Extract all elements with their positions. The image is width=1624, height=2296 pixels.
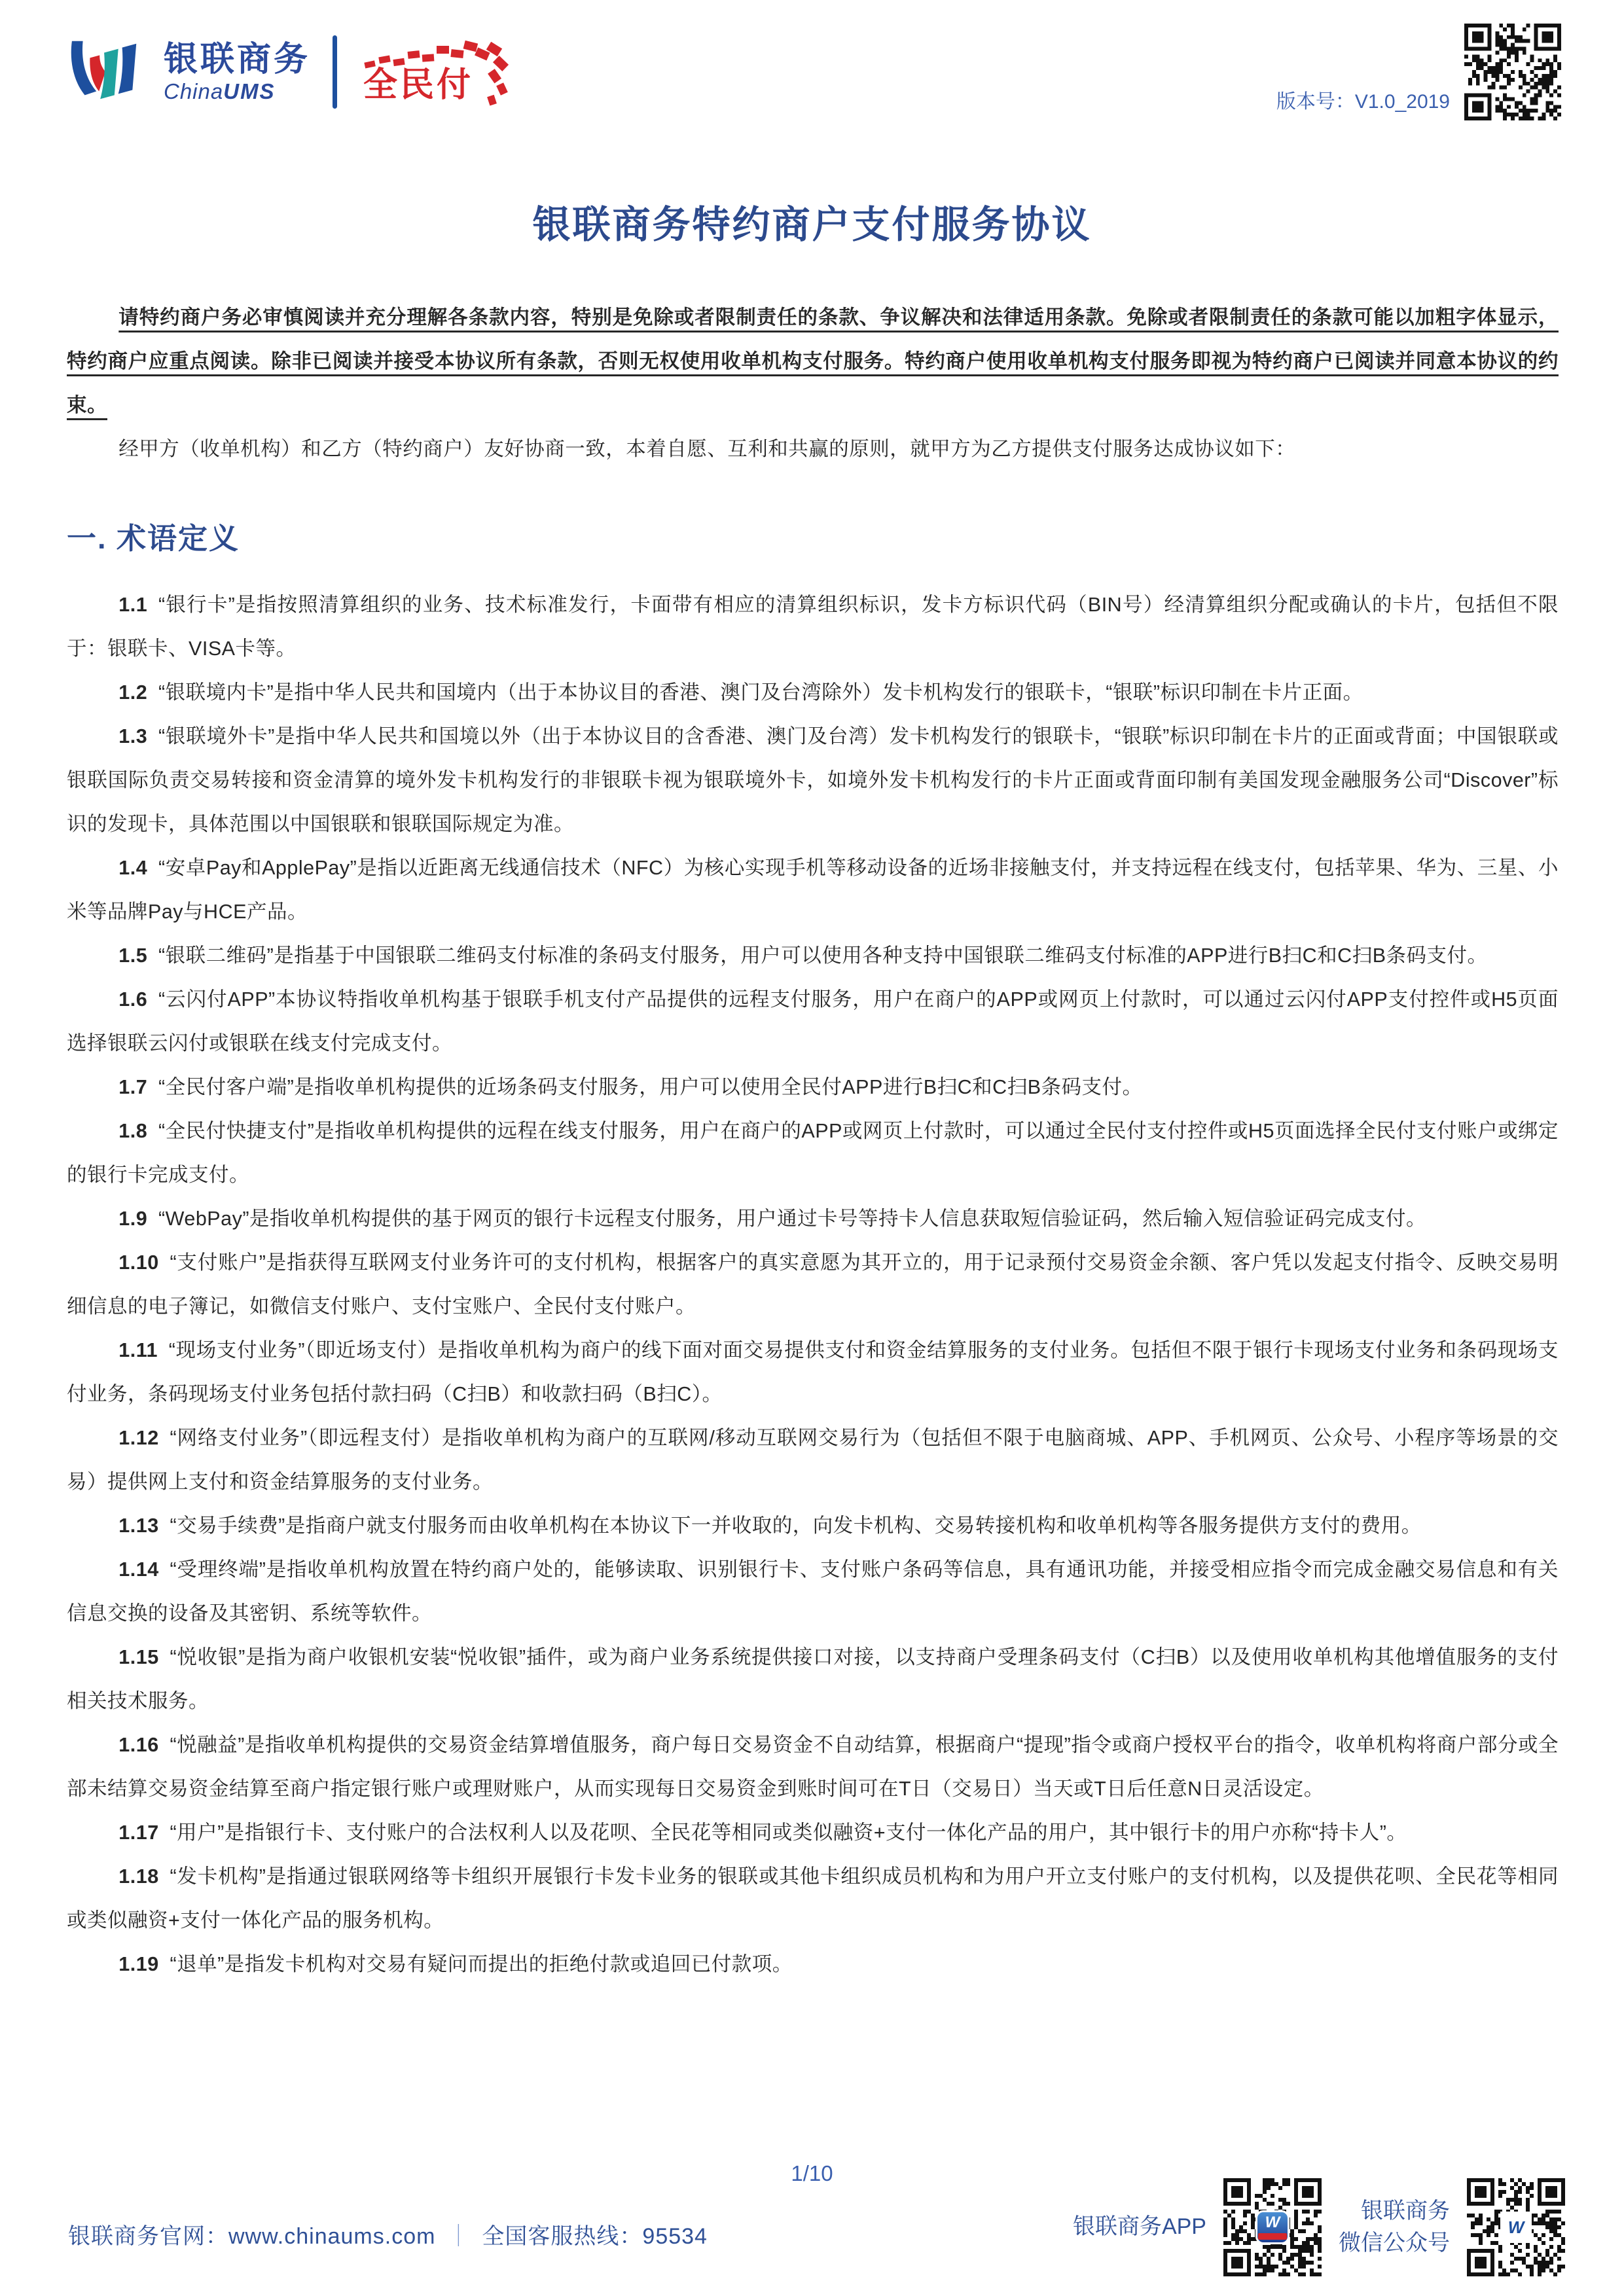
term-paragraph [67,1548,1559,1636]
wechat-qr-group [1339,2178,1565,2276]
app-qr-label: 银联商务APP [1072,2214,1206,2240]
term-number: 1.13 [118,1515,159,1537]
term-paragraph [67,1943,1559,1986]
app-icon: W [1255,2210,1290,2244]
term-number: 1.7 [118,1076,148,1098]
term-text: “银行卡”是指按照清算组织的业务、技术标准发行，卡面带有相应的清算组织标识，发卡方标识代码（BIN号）经清算组织分配或确认的卡片，包括但不限于：银联卡、VISA卡等。 [67,594,1559,660]
term-number: 1.4 [118,857,148,879]
brand-divider [333,35,337,109]
term-text: “网络支付业务”（即远程支付）是指收单机构为商户的互联网/移动互联网交易行为（包括但不限于电脑商城、APP、手机网页、公众号、小程序等场景的交易）提供网上支付和资金结算服务的支付业务。 [67,1427,1559,1493]
app-qr-group [1073,2178,1322,2276]
footer-hotline: 全国客服热线：95534 [482,2224,708,2249]
wechat-qr-code [1467,2178,1565,2276]
term-text: “云闪付APP”本协议特指收单机构基于银联手机支付产品提供的远程支付服务，用户在商户的APP或网页上付款时，可以通过云闪付APP支付控件或H5页面选择银联云闪付或银联在线支付完成支付。 [67,988,1559,1054]
term-paragraph [67,846,1559,934]
brand-name-cn: 银联商务 [164,40,311,79]
term-text: “悦收银”是指为商户收银机安装“悦收银”插件，或为商户业务系统提供接口对接，以支持商户受理条码支付（C扫B）以及使用收单机构其他增值服务的支付相关技术服务。 [67,1646,1559,1712]
term-paragraph [67,1109,1559,1197]
term-paragraph [67,1811,1559,1855]
footer-separator: ｜ [447,2224,471,2249]
term-number: 1.16 [118,1734,159,1756]
term-number: 1.8 [118,1120,148,1142]
term-text: “安卓Pay和ApplePay”是指以近距离无线通信技术（NFC）为核心实现手机等移动设备的近场非接触支付，并支持远程在线支付，包括苹果、华为、三星、小米等品牌Pay与HCE产品。 [67,857,1559,923]
page-header [68,24,1561,120]
chinaums-wordmark [164,40,311,103]
term-text: “受理终端”是指收单机构放置在特约商户处的，能够读取、识别银行卡、支付账户条码等信息，具有通讯功能，并接受相应指令而完成金融交易信息和有关信息交换的设备及其密钥、系统等软件。 [67,1558,1559,1624]
term-number: 1.10 [118,1251,159,1274]
wechat-qr-center-logo: W [1500,2212,1532,2243]
term-paragraph [67,671,1559,715]
term-paragraph [67,583,1559,671]
term-paragraph [67,1416,1559,1504]
term-number: 1.12 [118,1427,159,1449]
term-text: “退单”是指发卡机构对交易有疑问而提出的拒绝付款或追回已付款项。 [170,1953,793,1975]
term-number: 1.17 [118,1821,159,1844]
term-number: 1.18 [118,1865,159,1888]
term-text: “现场支付业务”（即近场支付）是指收单机构为商户的线下面对面交易提供支付和资金结算服务的支付业务。包括但不限于银行卡现场支付业务和条码现场支付业务，条码现场支付业务包括付款扫码（C扫B）和收款扫码（B扫C）。 [67,1339,1559,1405]
term-number: 1.1 [118,594,148,616]
app-qr-code [1223,2178,1322,2276]
product-name: 全民付 [363,66,474,104]
chinaums-logo-icon [68,38,145,106]
term-text: “银联二维码”是指基于中国银联二维码支付标准的条码支付服务，用户可以使用各种支持中国银联二维码支付标准的APP进行B扫C和C扫B条码支付。 [158,944,1488,967]
term-text: “用户”是指银行卡、支付账户的合法权利人以及花呗、全民花等相同或类似融资+支付一体化产品的用户，其中银行卡的用户亦称“持卡人”。 [170,1821,1407,1844]
term-paragraph [67,1066,1559,1109]
version-label: 版本号：V1.0_2019 [1276,91,1450,113]
header-right [1276,24,1561,120]
term-number: 1.3 [118,725,148,747]
term-number: 1.19 [118,1953,159,1975]
term-paragraph [67,1329,1559,1416]
term-text: “银联境内卡”是指中华人民共和国境内（出于本协议目的香港、澳门及台湾除外）发卡机构发行的银联卡，“银联”标识印制在卡片正面。 [158,681,1363,704]
term-number: 1.5 [118,944,148,967]
page-number: 1/10 [791,2161,833,2185]
term-text: “悦融益”是指收单机构提供的交易资金结算增值服务，商户每日交易资金不自动结算，根据商户“提现”指令或商户授权平台的指令，收单机构将商户部分或全部未结算交易资金结算至商户指定银行账户或理财账户，从而实现每日交易资金到账时间可在T日（交易日）当天或T日后任意N日灵活设定。 [67,1734,1559,1800]
term-number: 1.14 [118,1558,159,1581]
wechat-qr-label: 银联商务 微信公众号 [1339,2198,1450,2255]
footer-website: 银联商务官网：www.chinaums.com [68,2224,436,2249]
term-number: 1.11 [118,1339,158,1361]
quanminfu-logo [359,33,510,111]
document-body [67,296,1559,1986]
footer-contact-line [68,2218,708,2250]
term-number: 1.9 [118,1208,148,1230]
term-text: “支付账户”是指获得互联网支付业务许可的支付机构，根据客户的真实意愿为其开立的，用于记录预付交易资金余额、客户凭以发起支付指令、反映交易明细信息的电子簿记，如微信支付账户、支付宝账户、全民付支付账户。 [67,1251,1559,1318]
document-qr-code [1464,24,1561,120]
preamble: 经甲方（收单机构）和乙方（特约商户）友好协商一致，本着自愿、互利和共赢的原则，就甲方为乙方提供支付服务达成协议如下： [118,438,1296,460]
term-text: “WebPay”是指收单机构提供的基于网页的银行卡远程支付服务，用户通过卡号等持卡人信息获取短信验证码，然后输入短信验证码完成支付。 [158,1208,1426,1230]
term-paragraph [67,1636,1559,1723]
term-paragraph [67,715,1559,846]
term-number: 1.15 [118,1646,159,1668]
brand-logos [68,33,510,111]
term-number: 1.2 [118,681,148,704]
page-footer [68,2178,1565,2276]
term-text: “发卡机构”是指通过银联网络等卡组织开展银行卡发卡业务的银联或其他卡组织成员机构和为用户开立支付账户的支付机构，以及提供花呗、全民花等相同或类似融资+支付一体化产品的服务机构。 [67,1865,1559,1931]
footer-qr-area [1073,2178,1565,2276]
page-title: 银联商务特约商户支付服务协议 [532,204,1092,246]
term-text: “银联境外卡”是指中华人民共和国境以外（出于本协议目的含香港、澳门及台湾）发卡机构发行的银联卡，“银联”标识印制在卡片的正面或背面；中国银联或银联国际负责交易转接和资金清算的境外发卡机构发行的非银联卡视为银联境外卡，如境外发卡机构发行的卡片正面或背面印制有美国发现金融服务公司“Discover”标识的发现卡，具体范围以中国银联和银联国际规定为准。 [67,725,1559,835]
term-paragraph [67,1504,1559,1548]
term-text: “全民付快捷支付”是指收单机构提供的远程在线支付服务，用户在商户的APP或网页上付款时，可以通过全民付支付控件或H5页面选择全民付支付账户或绑定的银行卡完成支付。 [67,1120,1559,1186]
term-paragraph [67,978,1559,1066]
section-heading: 一. 术语定义 [67,522,240,555]
term-paragraph [67,1723,1559,1811]
term-number: 1.6 [118,988,148,1011]
term-text: “全民付客户端”是指收单机构提供的近场条码支付服务，用户可以使用全民付APP进行B扫C和C扫B条码支付。 [158,1076,1143,1098]
term-paragraph [67,1855,1559,1943]
term-paragraph [67,1241,1559,1329]
intro-notice: 请特约商户务必审慎阅读并充分理解各条款内容，特别是免除或者限制责任的条款、争议解决和法律适用条款。免除或者限制责任的条款可能以加粗字体显示，特约商户应重点阅读。除非已阅读并接受本协议所有条款，否则无权使用收单机构支付服务。特约商户使用收单机构支付服务即视为特约商户已阅读并同意本协议的约束。 [67,306,1559,416]
term-paragraph [67,1197,1559,1241]
brand-name-en: ChinaUMS [164,79,276,103]
term-text: “交易手续费”是指商户就支付服务而由收单机构在本协议下一并收取的，向发卡机构、交易转接机构和收单机构等各服务提供方支付的费用。 [170,1515,1422,1537]
term-paragraph [67,934,1559,978]
